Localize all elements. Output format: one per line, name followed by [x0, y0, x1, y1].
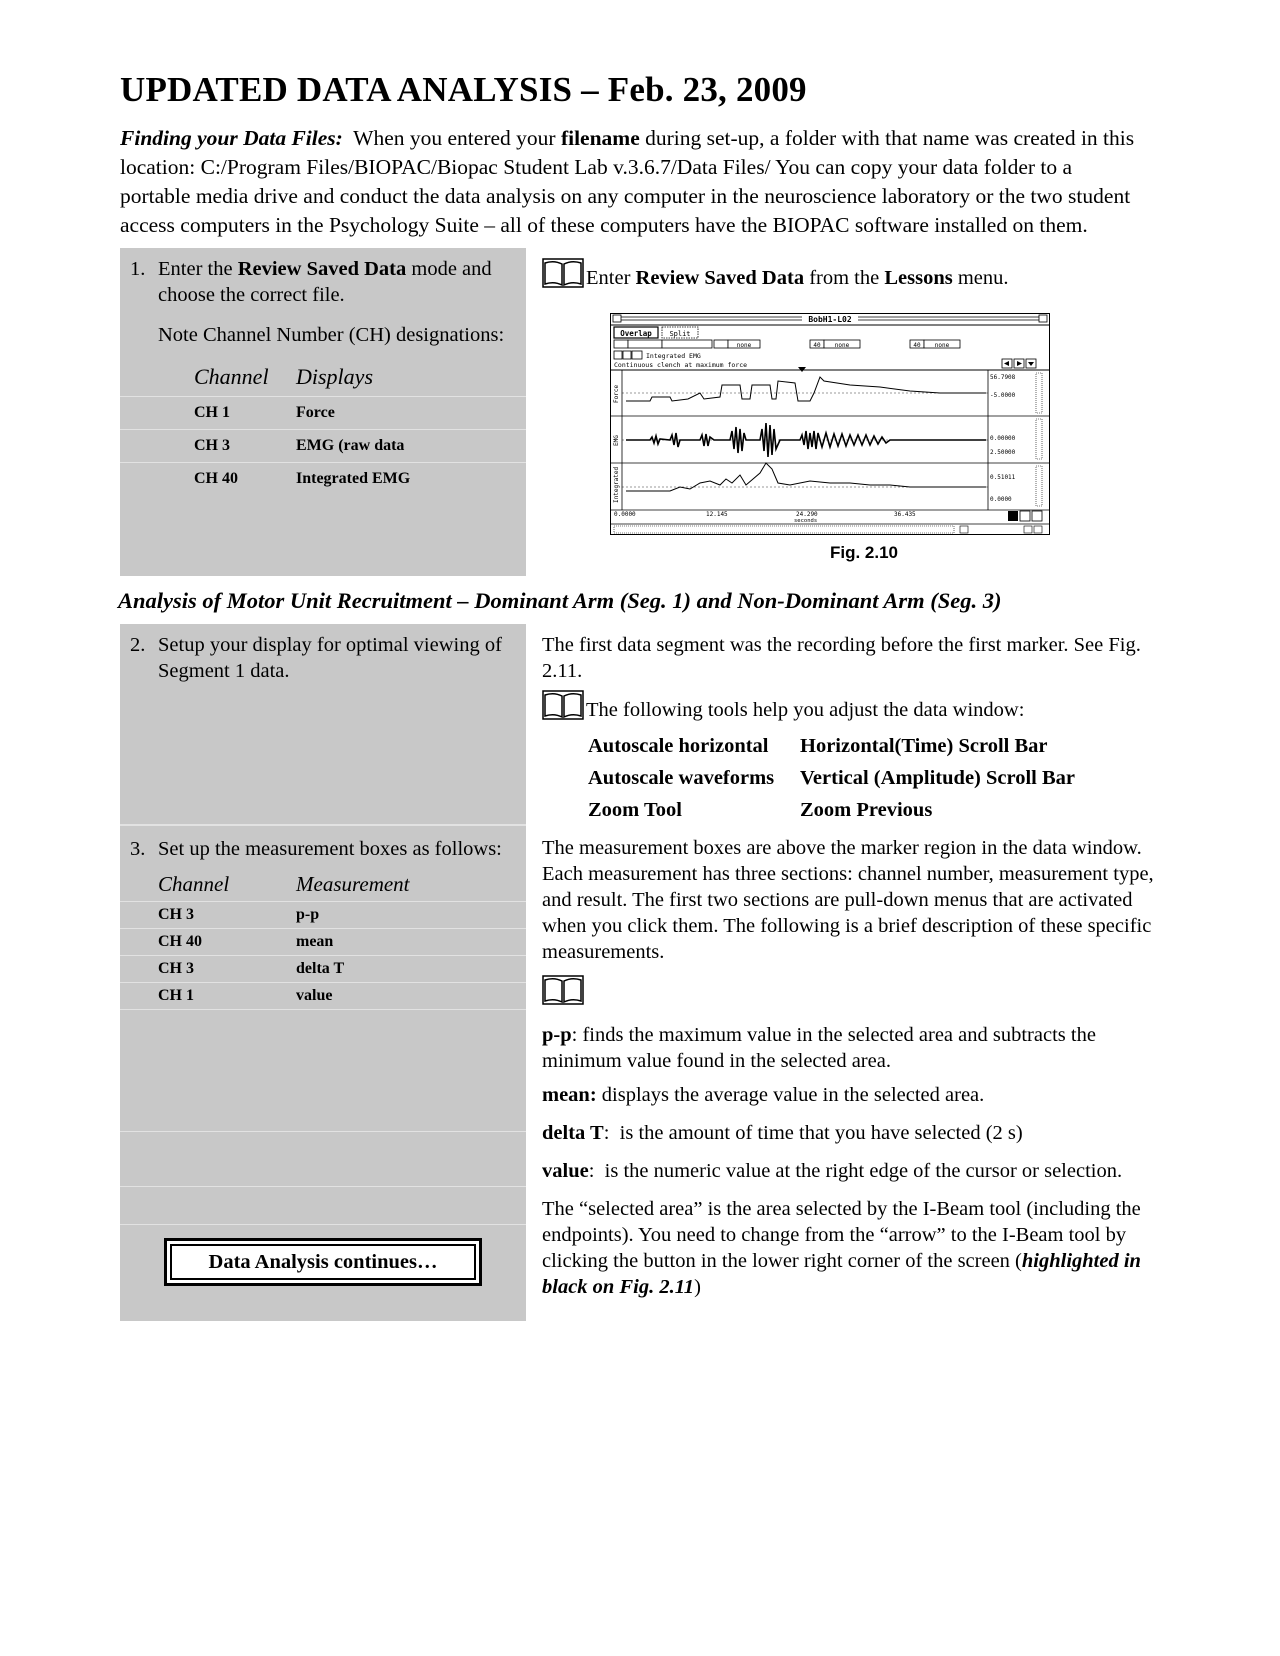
intro-text-2: during set-up, a folder with that name was created in this location: C:/Program Files/BIOPAC/Biopac Student Lab v.3.6.7/Data Files/ You can copy your data folder to a portable media drive and conduct the data analysis on any computer in the neuroscience laboratory or the two student access computers in the Psychology Suite – all of these computers have the BIOPAC software installed on them. — [120, 126, 1135, 237]
svg-text:24.290: 24.290 — [796, 511, 818, 518]
figure-caption: Fig. 2.10 — [829, 543, 899, 562]
col-channel-header: Channel — [194, 364, 269, 389]
svg-text:0.0000: 0.0000 — [614, 511, 636, 518]
page-title: UPDATED DATA ANALYSIS – Feb. 23, 2009 — [120, 70, 807, 109]
col-channel-header: Channel — [158, 872, 230, 896]
step1-note: Note Channel Number (CH) designations: — [158, 324, 505, 346]
svg-text:Continuous clench at maximum f: Continuous clench at maximum force — [614, 361, 748, 369]
channel-row: CH 3 EMG (raw data — [120, 430, 526, 463]
step1-right-cell — [526, 248, 1156, 576]
step2-left-cell — [120, 624, 526, 825]
tool-item: Horizontal(Time) Scroll Bar — [800, 735, 1048, 757]
svg-text:none: none — [834, 342, 850, 349]
value-description: value: is the numeric value at the right edge of the cursor or selection. — [542, 1160, 1123, 1182]
continues-label: Data Analysis continues… — [170, 1244, 476, 1280]
tool-item: Autoscale waveforms — [588, 767, 775, 789]
step1-left-cell — [120, 248, 526, 576]
tool-item: Zoom Previous — [800, 799, 933, 821]
svg-text:Split: Split — [669, 330, 691, 338]
measurement-row: CH 3 delta T — [120, 956, 526, 983]
document-page — [118, 70, 1154, 1321]
svg-text:12.145: 12.145 — [706, 511, 728, 518]
svg-text:40: 40 — [813, 342, 821, 349]
measurement-row: CH 40 mean — [120, 929, 526, 956]
svg-text:Integrated: Integrated — [613, 466, 620, 503]
data-analysis-continues-box — [164, 1238, 482, 1286]
svg-text:56.7908: 56.7908 — [990, 374, 1016, 381]
measurement-table — [120, 870, 526, 1010]
measurement-row: CH 3 p-p — [120, 902, 526, 929]
svg-text:none: none — [934, 342, 950, 349]
selected-area-description: The “selected area” is the area selected by the I-Beam tool (including the endpoints). You need to change from the “arrow” to the I-Beam tool by clicking the button in the lower right corner of the screen (highlighted in black on Fig. 2.11) — [542, 1198, 1141, 1298]
step2-instruction: Setup your display for optimal viewing of Segment 1 data. — [158, 634, 502, 682]
step1-instruction: Enter the Review Saved Data mode and choose the correct file. — [158, 258, 497, 306]
step1-right-text: Enter Review Saved Data from the Lessons menu. — [586, 267, 1009, 289]
book-icon — [542, 975, 584, 1005]
step2-number: 2. — [130, 634, 146, 656]
step2-right-cell — [526, 624, 1156, 825]
svg-text:0.51011: 0.51011 — [990, 474, 1016, 481]
tool-item: Autoscale horizontal — [588, 735, 769, 757]
channel-row: CH 1 Force — [120, 397, 526, 430]
svg-text:BobH1-L02: BobH1-L02 — [808, 315, 852, 324]
tool-item: Zoom Tool — [588, 799, 682, 821]
svg-text:Overlap: Overlap — [620, 329, 652, 338]
intro-bold-word: filename — [560, 126, 640, 150]
step3-instruction: Set up the measurement boxes as follows: — [158, 838, 502, 860]
pp-description: p-p: finds the maximum value in the selected area and subtracts the minimum value found in the selected area. — [542, 1024, 1096, 1072]
step1-table — [120, 248, 1156, 576]
channel-table — [120, 358, 526, 495]
svg-text:Force: Force — [613, 384, 620, 403]
intro-text-1: When you entered your — [342, 126, 561, 150]
channel-row: CH 40 Integrated EMG — [194, 470, 411, 487]
tools-list — [588, 733, 1156, 823]
svg-text:0.0000: 0.0000 — [990, 496, 1012, 503]
steps-2-3-table — [120, 624, 1156, 1321]
step3-number: 3. — [130, 838, 146, 860]
col-displays-header: Displays — [296, 364, 373, 389]
step3-left-cell — [120, 825, 526, 1321]
svg-text:none: none — [736, 342, 752, 349]
step2-right-text-1: The first data segment was the recording before the first marker. See Fig. 2.11. — [542, 634, 1141, 682]
svg-text:40: 40 — [913, 342, 921, 349]
step2-right-text-2: The following tools help you adjust the data window: — [586, 699, 1025, 721]
svg-text:36.435: 36.435 — [894, 511, 916, 518]
step3-right-intro: The measurement boxes are above the marker region in the data window. Each measurement has three sections: channel number, measurement type, and result. The first two sections are pull-down menus that are activated when you click them. The following is a brief description of these specific measurements. — [542, 837, 1154, 963]
col-measurement-header: Measurement — [296, 872, 410, 896]
step3-right-cell — [526, 825, 1156, 1321]
book-icon — [542, 690, 584, 720]
book-icon — [542, 258, 584, 288]
biopac-screenshot-figure — [610, 313, 1050, 535]
svg-text:-5.0000: -5.0000 — [990, 392, 1016, 399]
tool-item: Vertical (Amplitude) Scroll Bar — [800, 767, 1076, 789]
section-title: Analysis of Motor Unit Recruitment – Dominant Arm (Seg. 1) and Non-Dominant Arm (Seg. 3) — [118, 588, 1002, 613]
svg-text:EMG: EMG — [613, 435, 620, 446]
intro-lead: Finding your Data Files: — [120, 126, 343, 150]
svg-text:Integrated EMG: Integrated EMG — [646, 352, 701, 360]
svg-text:0.00000: 0.00000 — [990, 435, 1016, 442]
svg-text:2.50000: 2.50000 — [990, 449, 1016, 456]
step1-number: 1. — [130, 258, 146, 280]
svg-text:seconds: seconds — [794, 518, 818, 524]
mean-description: mean: displays the average value in the selected area. — [542, 1084, 985, 1106]
delta-t-description: delta T: is the amount of time that you have selected (2 s) — [542, 1122, 1023, 1144]
measurement-row: CH 1 value — [120, 983, 526, 1010]
intro-paragraph — [120, 124, 1140, 240]
